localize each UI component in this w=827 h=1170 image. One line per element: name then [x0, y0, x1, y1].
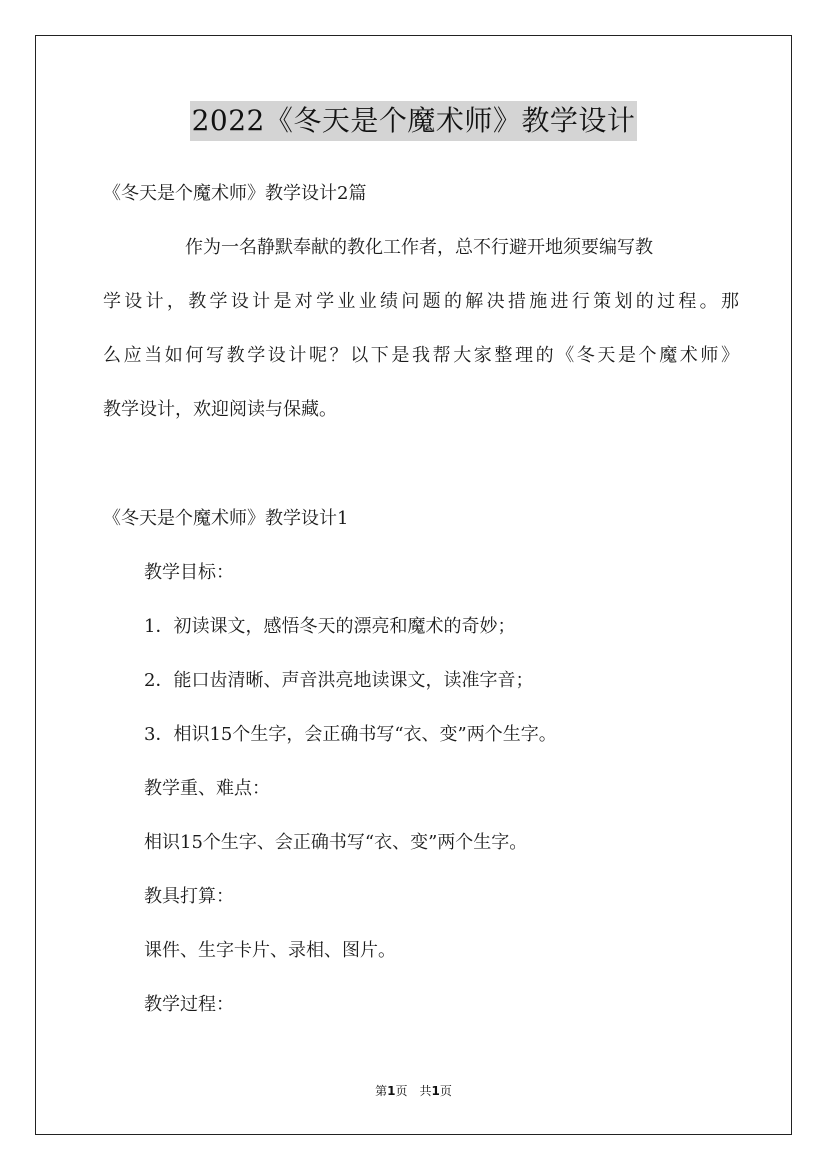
subtitle: 《冬天是个魔术师》教学设计2篇 [103, 183, 367, 204]
footer-mid: 页 共 [395, 1084, 432, 1098]
key-points-text: 相识15个生字、会正确书写“衣、变”两个生字。 [144, 832, 528, 853]
footer-suffix: 页 [439, 1084, 452, 1098]
intro-line-1: 作为一名静默奉献的教化工作者，总不行避开地须要编写教 [185, 237, 653, 258]
page-footer [0, 1083, 827, 1099]
footer-prefix: 第 [375, 1084, 388, 1098]
goal-item-2: 2．能口齿清晰、声音洪亮地读课文，读准字音； [144, 670, 534, 691]
section-heading: 《冬天是个魔术师》教学设计1 [103, 508, 349, 529]
footer-page-number: 1 [387, 1084, 396, 1098]
intro-line-4: 教学设计，欢迎阅读与保藏。 [103, 399, 337, 420]
document-title: 2022《冬天是个魔术师》教学设计 [190, 101, 638, 141]
process-label: 教学过程： [144, 994, 234, 1015]
title-container [0, 101, 827, 141]
footer-total-pages: 1 [431, 1084, 440, 1098]
goals-label: 教学目标： [144, 562, 234, 583]
goal-item-1: 1．初读课文，感悟冬天的漂亮和魔术的奇妙； [144, 616, 516, 637]
goal-item-3: 3．相识15个生字，会正确书写“衣、变”两个生字。 [144, 724, 557, 745]
intro-line-2: 学设计，教学设计是对学业业绩问题的解决措施进行策划的过程。那 [103, 291, 739, 312]
intro-line-3: 么应当如何写教学设计呢？以下是我帮大家整理的《冬天是个魔术师》 [103, 345, 739, 366]
tools-label: 教具打算： [144, 886, 234, 907]
tools-text: 课件、生字卡片、录相、图片。 [144, 940, 396, 961]
key-points-label: 教学重、难点： [144, 778, 270, 799]
